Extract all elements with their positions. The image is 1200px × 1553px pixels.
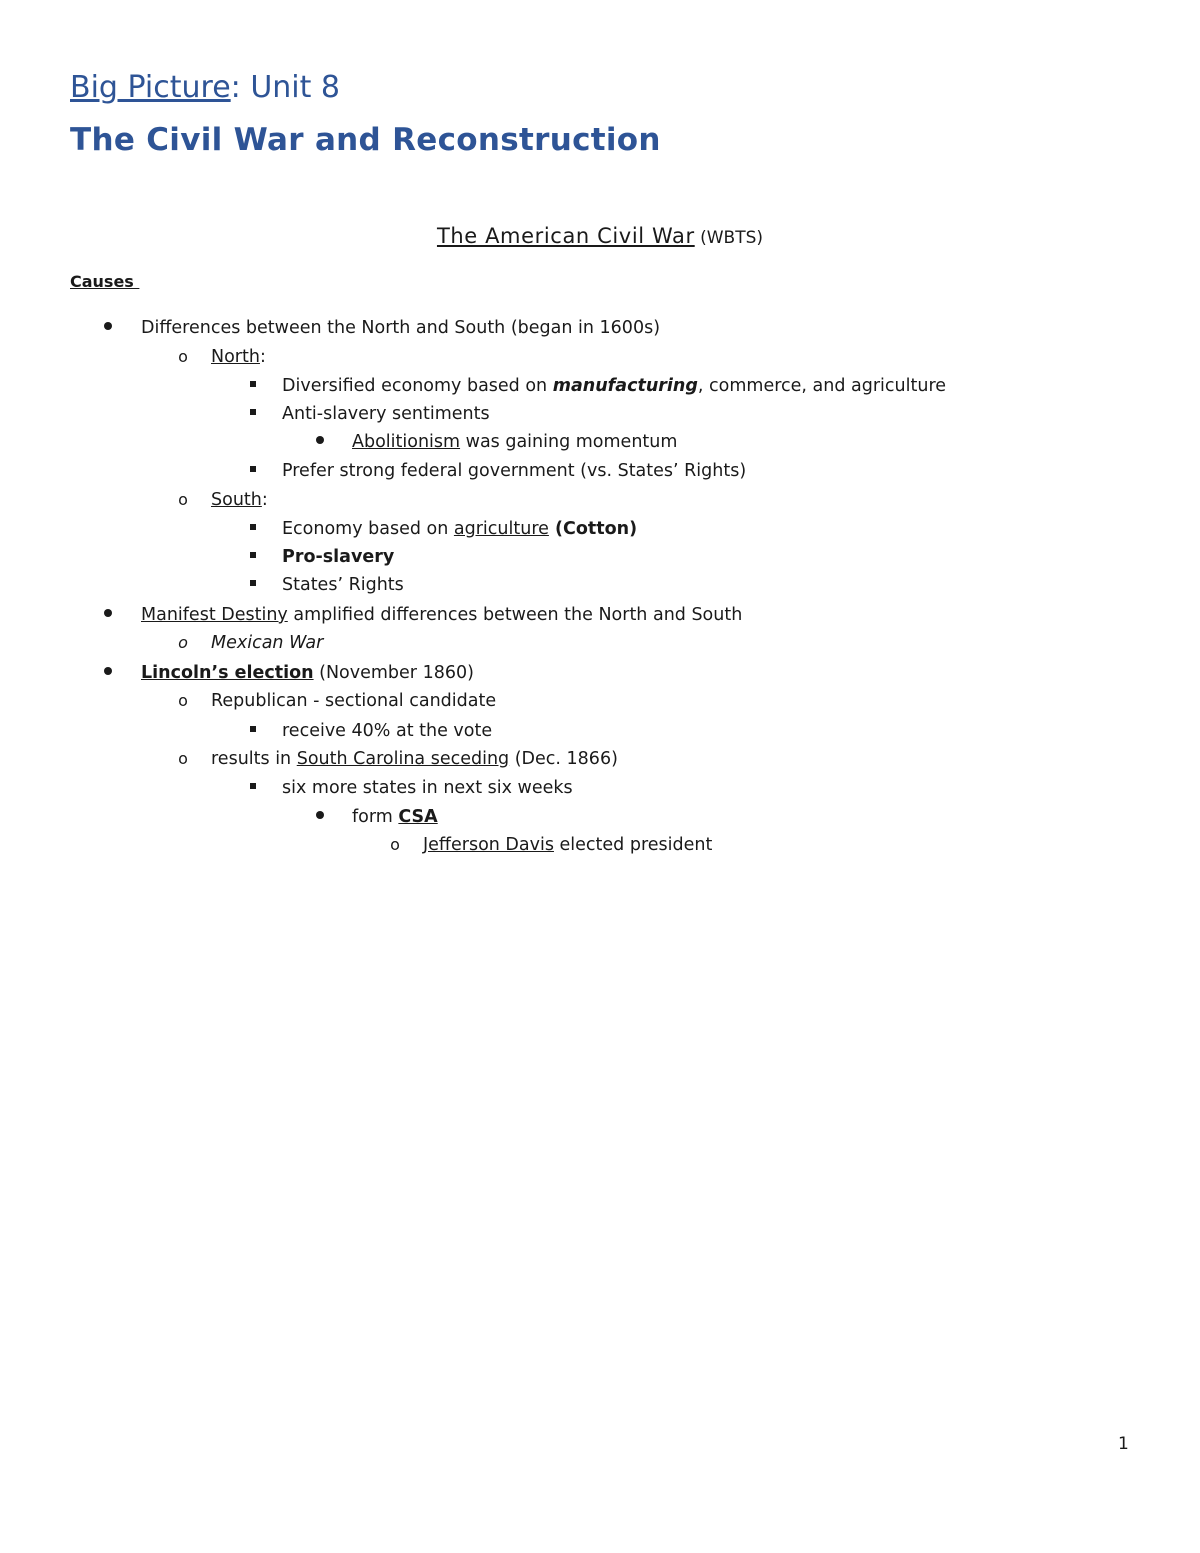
list-item (211, 346, 266, 368)
bullet-circle-icon (385, 834, 405, 856)
bullet-square-icon (243, 518, 263, 540)
north-label: North (211, 347, 260, 367)
bullet-circle-icon (173, 489, 193, 511)
bullet-square-icon (243, 720, 263, 742)
south-colon: : (261, 490, 268, 510)
section-heading (0, 224, 1200, 248)
section-title-text: The American Civil War (436, 224, 695, 248)
bullet-square-icon (243, 460, 263, 482)
text-run: was gaining momentum (460, 432, 678, 452)
bullet-square-icon (243, 777, 263, 799)
emphasis-text: manufacturing (552, 376, 698, 396)
causes-heading: Causes (70, 272, 140, 291)
bullet-disc-icon (98, 317, 118, 339)
list-item: Anti-slavery sentiments (282, 404, 490, 424)
south-label: South (211, 490, 262, 510)
list-item: Mexican War (211, 633, 324, 653)
bullet-square-icon (243, 574, 263, 596)
text-run: (Dec. 1866) (509, 749, 618, 769)
bullet-square-icon (243, 403, 263, 425)
list-item: Differences between the North and South (began in 1600s) (141, 318, 661, 338)
list-item: States’ Rights (282, 575, 404, 595)
text-run: Economy based on (282, 519, 454, 539)
list-item (352, 431, 677, 453)
abolitionism-term: Abolitionism (352, 432, 461, 452)
jefferson-davis-term: Jefferson Davis (423, 835, 554, 855)
list-item: Republican - sectional candidate (211, 691, 497, 711)
text-run: amplified differences between the North and South (287, 605, 743, 625)
manifest-destiny-term: Manifest Destiny (141, 605, 288, 625)
list-item (141, 662, 474, 684)
text-run: form (352, 807, 399, 827)
bullet-circle-icon (173, 748, 193, 770)
csa-term: CSA (398, 807, 438, 827)
cotton-term: (Cotton) (548, 519, 638, 539)
bullet-disc-icon (310, 431, 330, 453)
list-item: six more states in next six weeks (282, 778, 573, 798)
bullet-circle-icon (173, 690, 193, 712)
bullet-square-icon (243, 375, 263, 397)
list-item (211, 748, 618, 770)
text-run: Diversified economy based on (282, 376, 553, 396)
list-item (282, 518, 637, 540)
bullet-square-icon (243, 546, 263, 568)
page-title: The Civil War and Reconstruction (70, 122, 661, 158)
bullet-disc-icon (98, 604, 118, 626)
list-item (423, 834, 712, 856)
lincoln-election-term: Lincoln’s election (141, 663, 314, 683)
south-carolina-term: South Carolina seceding (296, 749, 510, 769)
list-item: receive 40% at the vote (282, 721, 493, 741)
bullet-circle-icon (173, 632, 193, 654)
bullet-circle-icon (173, 346, 193, 368)
text-run: elected president (553, 835, 713, 855)
agriculture-term: agriculture (453, 519, 549, 539)
big-picture-label: Big Picture (70, 70, 231, 105)
list-item (141, 604, 742, 626)
unit-number: : Unit 8 (230, 70, 341, 105)
bullet-disc-icon (98, 662, 118, 684)
section-title-paren: (WBTS) (694, 228, 764, 248)
text-run: results in (211, 749, 297, 769)
north-colon: : (259, 347, 266, 367)
list-item (211, 489, 268, 511)
page-number: 1 (1118, 1434, 1129, 1454)
list-item: Pro-slavery (282, 547, 395, 567)
list-item (352, 806, 438, 828)
text-run: , commerce, and agriculture (697, 376, 947, 396)
list-item: Prefer strong federal government (vs. States’ Rights) (282, 461, 747, 481)
unit-label (70, 70, 340, 105)
text-run: (November 1860) (313, 663, 474, 683)
bullet-disc-icon (310, 806, 330, 828)
list-item (282, 375, 946, 397)
